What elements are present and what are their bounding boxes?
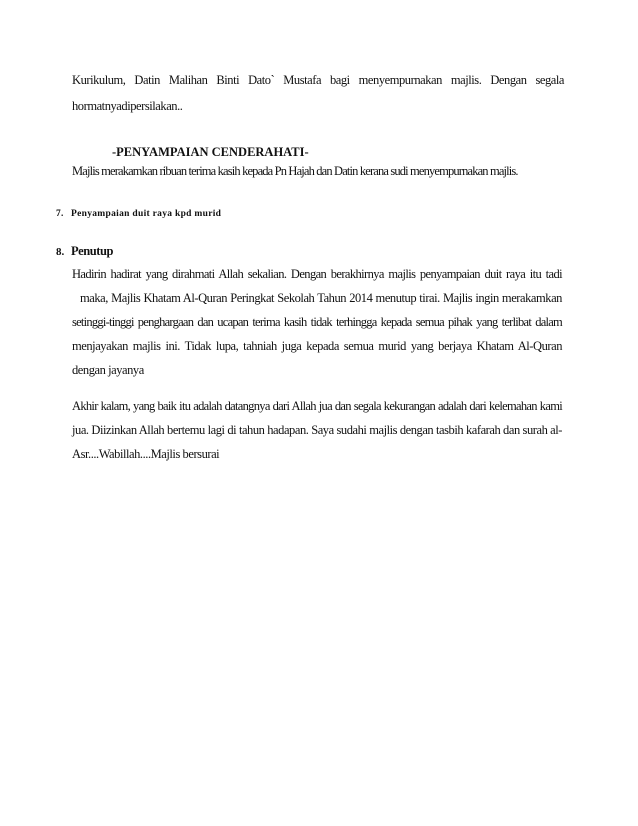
section-7-title: Penyampaian duit raya kpd murid [71,209,222,219]
intro-line-1: Kurikulum, Datin Malihan Binti Dato` Mustafa bagi menyempurnakan majlis. Dengan segala [72,73,564,87]
final-line-1: Akhir kalam, yang baik itu adalah datangnya dari Allah jua dan segala kekurangan adalah dari kelemahan kami [72,399,562,413]
closing-line-4: menjayakan majlis ini. Tidak lupa, tahniah juga kepada semua murid yang berjaya Khatam Al-Quran [72,339,562,353]
section-7-number: 7. [56,209,64,219]
intro-line-2: hormatnyadipersilakan.. [72,99,183,113]
closing-line-5: dengan jayanya [72,363,144,377]
final-line-3: Asr....Wabillah....Majlis bersurai [72,447,220,461]
closing-line-1: Hadirin hadirat yang dirahmati Allah sekalian. Dengan berakhirnya majlis penyampaian duit raya itu tadi [72,267,562,281]
section-8-title: Penutup [71,244,114,258]
closing-line-3: setinggi-tinggi penghargaan dan ucapan terima kasih tidak terhingga kepada semua pihak yang terlibat dalam [72,315,562,329]
section-8-number: 8. [56,246,65,258]
closing-line-2: maka, Majlis Khatam Al-Quran Peringkat Sekolah Tahun 2014 menutup tirai. Majlis ingin merakamkan [80,291,562,305]
cenderahati-heading: -PENYAMPAIAN CENDERAHATI- [112,145,309,159]
final-line-2: jua. Diizinkan Allah bertemu lagi di tahun hadapan. Saya sudahi majlis dengan tasbih kafarah dan surah al- [72,423,562,437]
cenderahati-text: Majlis merakamkan ribuan terima kasih kepada Pn Hajah dan Datin kerana sudi menyempurnakan majlis. [72,164,518,178]
